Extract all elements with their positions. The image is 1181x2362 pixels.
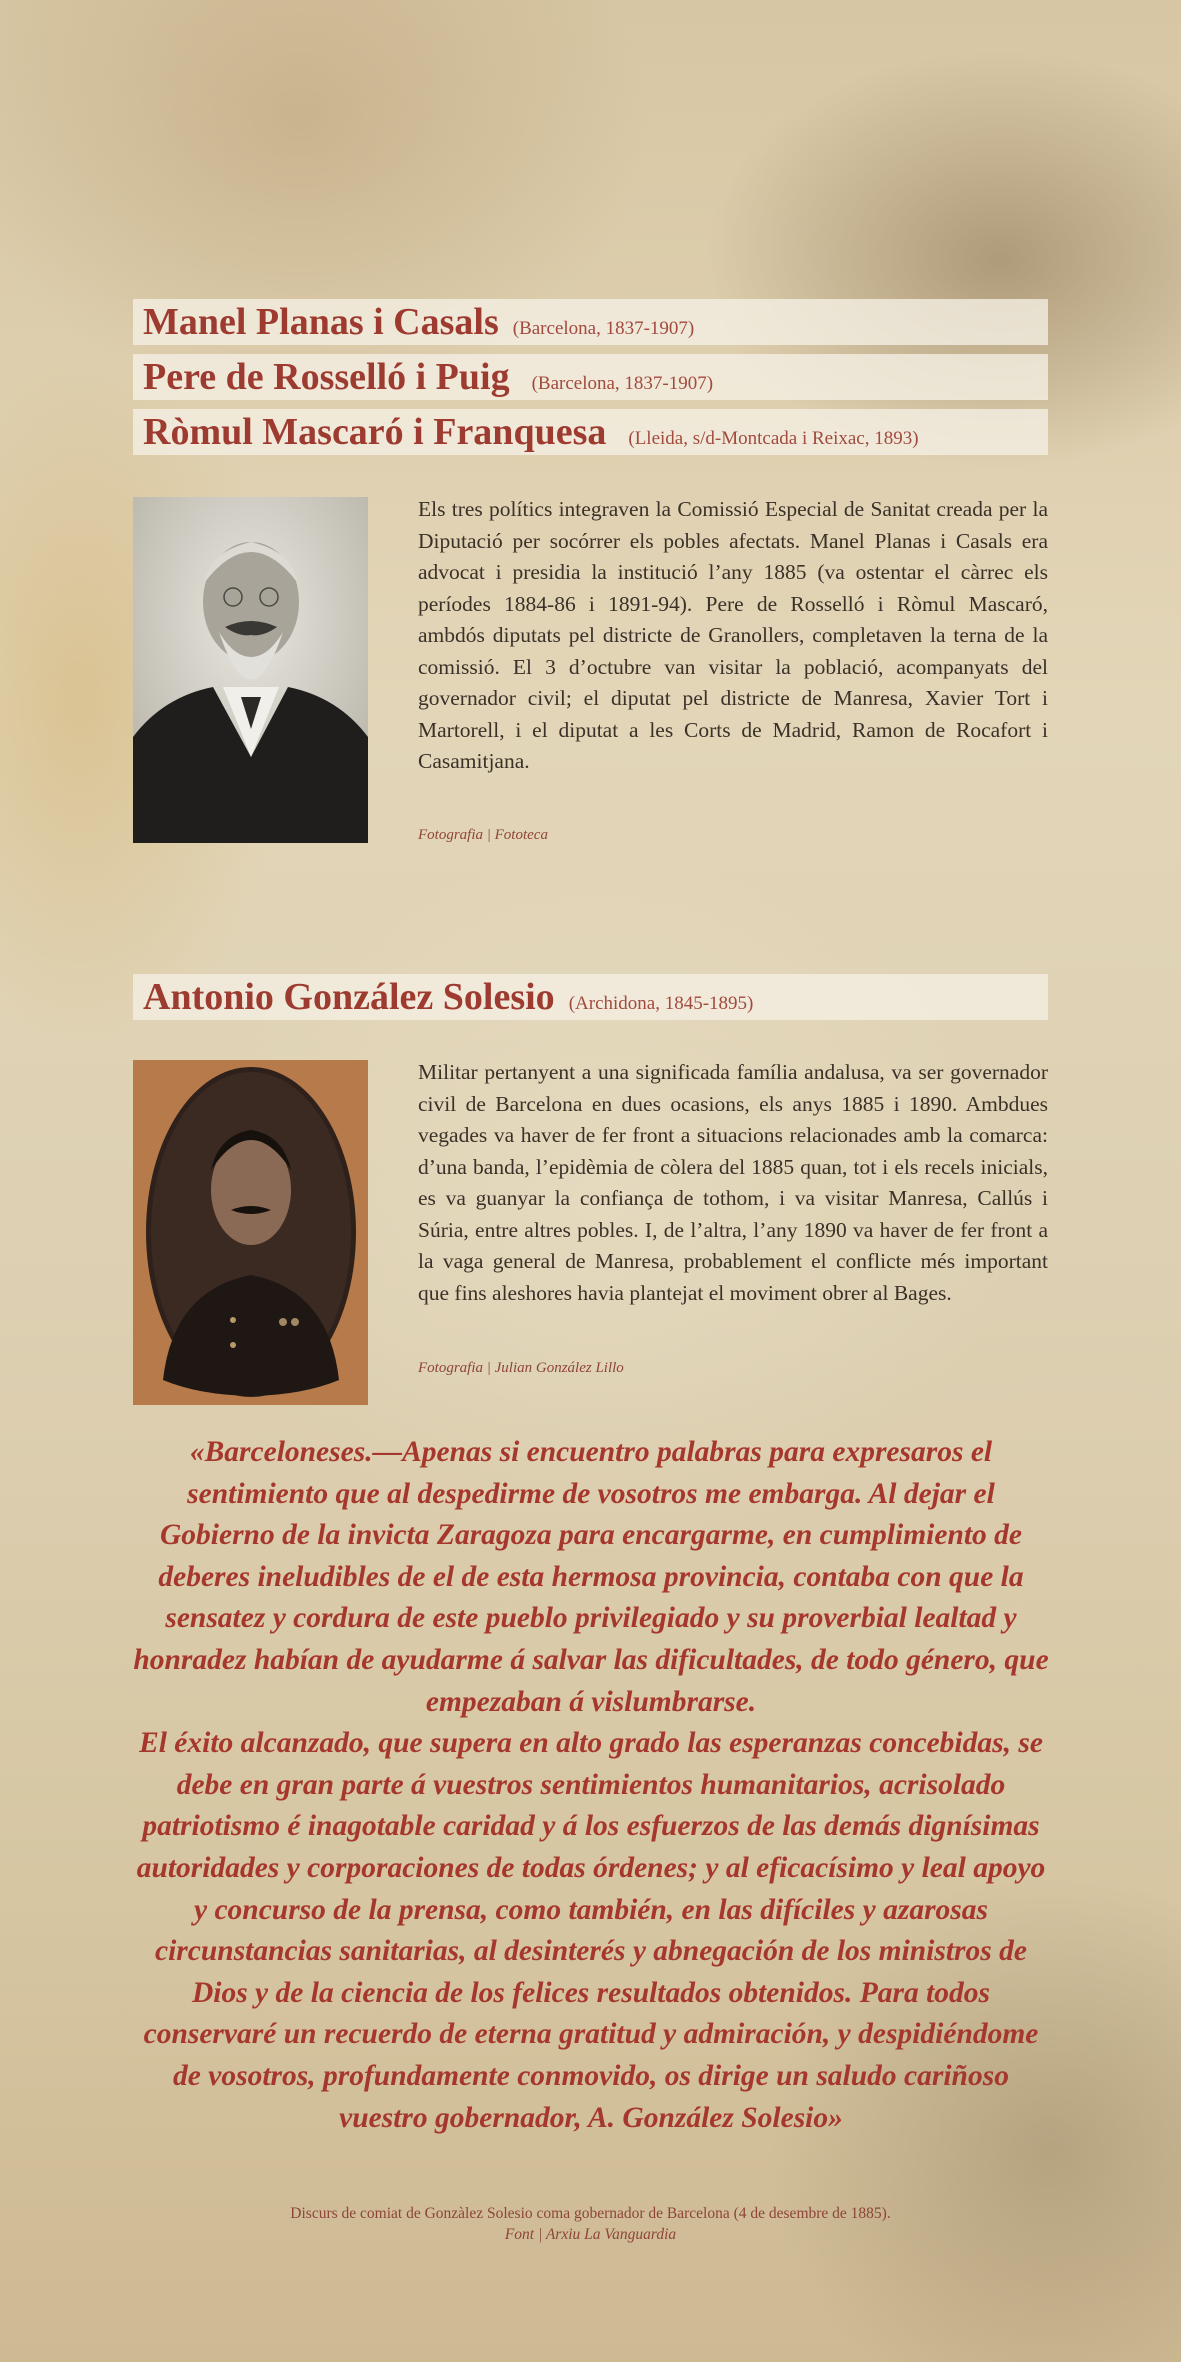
portrait-photo-gonzalez <box>133 1060 368 1405</box>
farewell-quote <box>130 1432 1052 2139</box>
person-name: Antonio González Solesio <box>143 976 555 1018</box>
bio-text-commission: Els tres polítics integraven la Comissió Especial de Sanitat creada per la Diputació per socórrer els pobles afectats. Manel Planas i Casals era advocat i presidia la institució l’any 1885 (va ostentar el càrrec els períodes 1884-86 i 1891-94). Pere de Rosselló i Ròmul Mascaró, ambdós diputats pel districte de Granollers, completaven la terna de la comissió. El 3 d’octubre van visitar la població, acompanyats del governador civil; el diputat pel districte de Manresa, Xavier Tort i Martorell, i el diputat a les Corts de Madrid, Ramon de Rocafort i Casamitjana. <box>418 497 1048 773</box>
person-name: Ròmul Mascaró i Franquesa <box>143 411 607 453</box>
bio-text-gonzalez: Militar pertanyent a una significada família andalusa, va ser governador civil de Barcelona en dues ocasions, els anys 1885 i 1890. Ambdues vegades va haver de fer front a situacions relacionades amb la comarca: d’una banda, l’epidèmia de còlera del 1885 quan, tot i els recels inicials, es va guanyar la confiança de tothom, i va visitar Manresa, Callús i Súria, entre altres pobles. I, de l’altra, l’any 1890 va haver de fer front a la vaga general de Manresa, probablement el conflicte més important que fins aleshores havia plantejat el moviment obrer al Bages. <box>418 1060 1048 1305</box>
title-bar-mascaro <box>133 409 1048 455</box>
person-origin: (Barcelona, 1837-1907) <box>531 373 714 394</box>
footnote-source: Font | Arxiu La Vanguardia <box>504 2226 677 2243</box>
photo-credit: Fotografia | Fototeca <box>418 827 548 843</box>
person-origin: (Barcelona, 1837-1907) <box>512 318 695 339</box>
quote-paragraph-1: «Barceloneses.—Apenas si encuentro palabras para expresaros el sentimiento que al despedirme de vosotros me embarga. Al dejar el Gobierno de la invicta Zaragoza para encargarme, en cumplimiento de deberes ineludibles de el de esta hermosa provincia, contaba con que la sensatez y cordura de este pueblo privilegiado y su proverbial lealtad y honradez habían de ayudarme á salvar las dificultades, de todo género, que empezaban á vislumbrarse. <box>133 1436 1049 1718</box>
quote-footnote <box>133 2203 1048 2245</box>
person-origin: (Archidona, 1845-1895) <box>568 993 754 1014</box>
person-name: Manel Planas i Casals <box>143 301 499 343</box>
person-name: Pere de Rosselló i Puig <box>143 356 510 398</box>
portrait-photo-planas <box>133 497 368 843</box>
footnote-caption: Discurs de comiat de Gonzàlez Solesio coma gobernador de Barcelona (4 de desembre de 1885). <box>290 2205 891 2222</box>
quote-paragraph-2: El éxito alcanzado, que supera en alto grado las esperanzas concebidas, se debe en gran parte á vuestros sentimientos humanitarios, acrisolado patriotismo é inagotable caridad y á los esfuerzos de las demás dignísimas autoridades y corporaciones de todas órdenes; y al eficacísimo y leal apoyo y concurso de la prensa, como también, en las difíciles y azarosas circunstancias sanitarias, al desinterés y abnegación de los ministros de Dios y de la ciencia de los felices resultados obtenidos. Para todos conservaré un recuerdo de eterna gratitud y admiración, y despidiéndome de vosotros, profundamente conmovido, os dirige un saludo cariñoso vuestro gobernador, A. González Solesio» <box>136 1727 1046 2134</box>
person-origin: (Lleida, s/d-Montcada i Reixac, 1893) <box>628 428 919 449</box>
title-bar-rossello <box>133 354 1048 400</box>
photo-credit: Fotografia | Julian González Lillo <box>418 1360 624 1376</box>
title-bar-gonzalez <box>133 974 1048 1020</box>
title-bar-planas <box>133 299 1048 345</box>
